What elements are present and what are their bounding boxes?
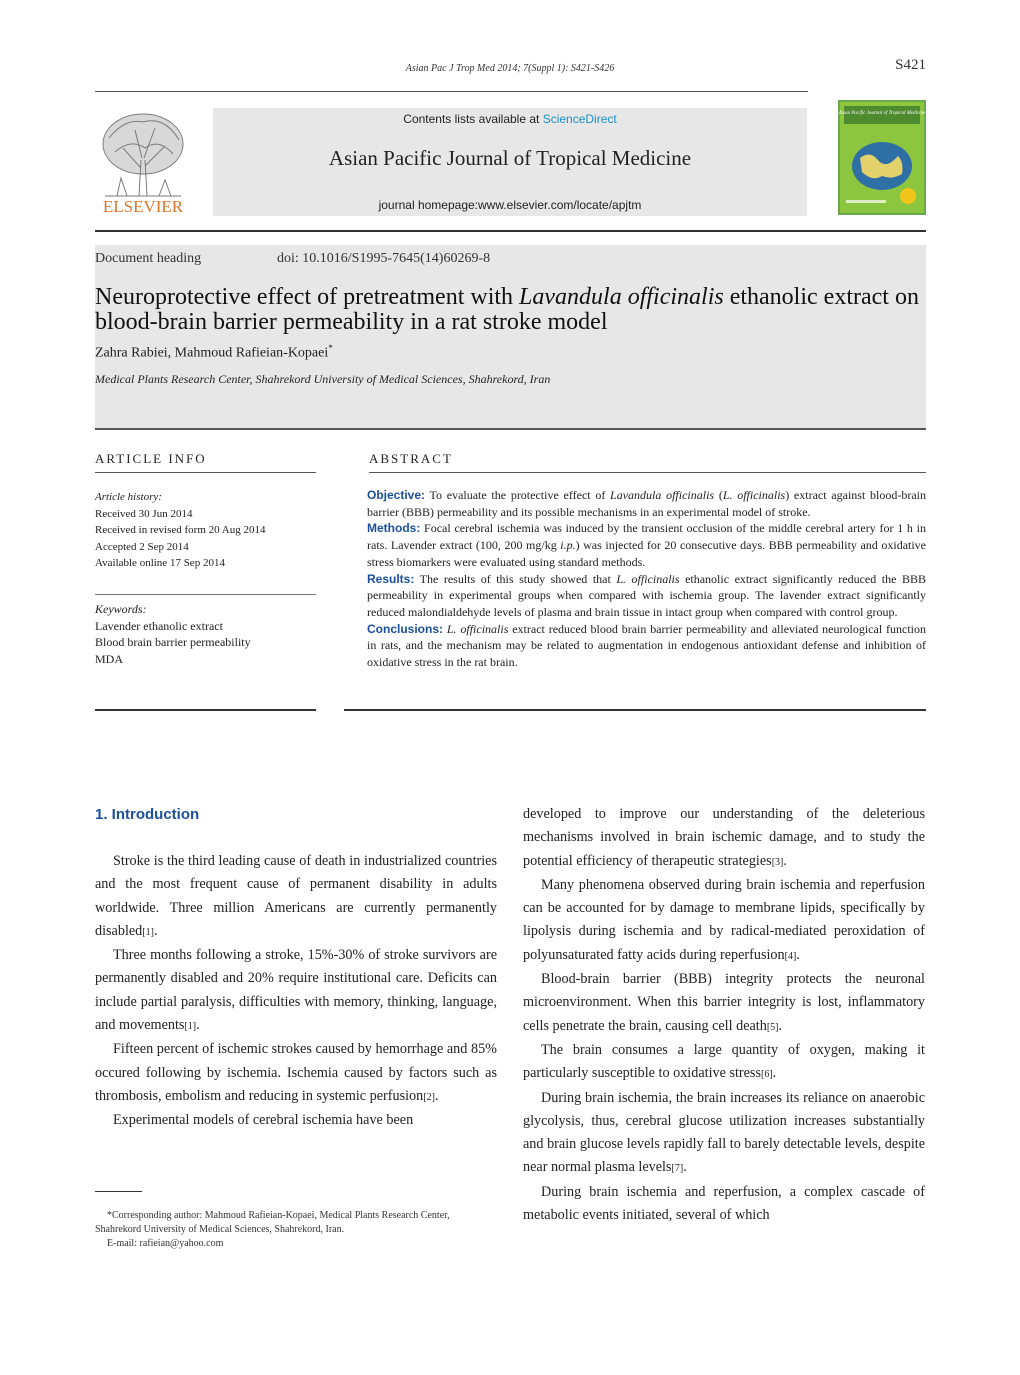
citation-link[interactable]: [1] — [184, 1021, 197, 1033]
abstract-rule — [369, 472, 926, 473]
body-column-right — [523, 803, 925, 1227]
introduction-heading: 1. Introduction — [95, 806, 200, 823]
citation-link[interactable]: [6] — [760, 1069, 773, 1081]
paragraph-text: The brain consumes a large quantity of oxygen, making it particularly susceptible to oxidative stress — [523, 1041, 925, 1082]
paragraph-text: Stroke is the third leading cause of death in industrialized countries and the most frequent cause of permanent disability in adults worldwide. Three million Americans are currently permanently disabled — [95, 853, 497, 939]
elsevier-logo[interactable] — [95, 108, 191, 218]
methods-text: Focal cerebral ischemia was induced by the transient occlusion of the middle cerebral artery for 1 h in rats. Lavender extract (100, 200 mg/kg — [367, 521, 926, 553]
objective-text: ( — [714, 488, 723, 502]
citation-link[interactable]: [5] — [766, 1021, 779, 1033]
citation-link[interactable]: [7] — [671, 1163, 684, 1175]
conclusions-head: Conclusions: — [367, 621, 444, 636]
paragraph-end: . — [683, 1159, 687, 1176]
journal-banner — [213, 108, 807, 216]
author-names: Zahra Rabiei, Mahmoud Rafieian-Kopaei — [95, 345, 329, 361]
sciencedirect-link[interactable]: ScienceDirect — [542, 112, 617, 126]
paragraph-end: . — [783, 852, 787, 869]
methods-head: Methods: — [367, 521, 421, 536]
results-text: ethanolic extract significantly reduced the BBB permeability in experimental groups when compared with ischemia group. The lavender extract significantly reduced malondialdehyde levels of plasma and brain tissue in intact group when compared with control group. — [367, 571, 926, 619]
corresponding-mark: * — [328, 343, 333, 353]
title-text-2: ethanolic extract on blood-brain barrier permeability in a rat stroke model — [95, 284, 919, 335]
history-revised: Received in revised form 20 Aug 2014 — [95, 524, 266, 536]
keyword-item: Lavender ethanolic extract — [95, 618, 223, 633]
history-online: Available online 17 Sep 2014 — [95, 557, 225, 569]
citation-link[interactable]: [1] — [142, 926, 154, 938]
contents-prefix: Contents lists available at — [403, 112, 543, 126]
abstract-conclusions — [367, 621, 926, 671]
paragraph-end: . — [196, 1017, 200, 1034]
paragraph-text: Blood-brain barrier (BBB) integrity protects the neuronal microenvironment. When this barrier integrity is lost, inflammatory cells penetrate the brain, causing cell death — [523, 971, 925, 1034]
paragraph: Experimental models of cerebral ischemia have been — [113, 1112, 414, 1129]
keywords-label: Keywords: — [95, 602, 147, 616]
header-rule — [95, 230, 926, 232]
abstract-methods — [367, 520, 926, 570]
objective-species-abbr: L. officinalis — [722, 488, 786, 502]
running-head: Asian Pac J Trop Med 2014; 7(Suppl 1): S421-S426 — [405, 63, 615, 74]
title-bottom-rule — [95, 428, 926, 430]
footnote-rule — [95, 1191, 142, 1192]
paragraph — [523, 1087, 925, 1181]
corresponding-author: *Corresponding author: Mahmoud Rafieian-Kopaei, Medical Plants Research Center, Shahrekord University of Medical Sciences, Shahrekord, Iran. — [95, 1210, 450, 1235]
objective-text: To evaluate the protective effect of — [425, 488, 611, 502]
elsevier-wordmark: ELSEVIER — [102, 197, 184, 216]
objective-head: Objective: — [367, 488, 426, 502]
results-text: The results of this study showed that — [414, 571, 617, 586]
affiliation: Medical Plants Research Center, Shahrekord University of Medical Sciences, Shahrekord, Iran — [95, 372, 551, 386]
contents-line — [213, 112, 807, 126]
title-block — [95, 245, 926, 428]
article-info-rule — [95, 472, 316, 473]
title-species: Lavandula officinalis — [519, 284, 724, 310]
citation-link[interactable]: [3] — [771, 856, 784, 868]
paragraph-text: Three months following a stroke, 15%-30% of stroke survivors are permanently disabled and 20% require institutional care. Deficits can include partial paralysis, difficulties with memory, thinking, language, and movements — [95, 947, 497, 1034]
article-info-bottom-rule — [95, 709, 316, 711]
journal-homepage-link[interactable]: journal homepage:www.elsevier.com/locate/apjtm — [378, 198, 642, 212]
keywords — [95, 601, 251, 667]
article-history — [95, 489, 265, 572]
citation-link[interactable]: [2] — [423, 1091, 435, 1103]
article-info-heading: ARTICLE INFO — [95, 451, 207, 466]
article-title — [95, 285, 935, 335]
abstract-results — [367, 571, 926, 621]
conclusions-text: extract reduced blood brain barrier permeability and alleviated neurological function in rats, and the mechanism may be related to augmentation in endogenous antioxidant defense and inhibition of oxidative stress in the rat brain. — [367, 621, 926, 670]
page-number: S421 — [895, 57, 926, 73]
journal-title: Asian Pacific Journal of Tropical Medicine — [328, 146, 692, 170]
methods-route: i.p. — [560, 538, 576, 553]
paragraph-end: . — [796, 946, 800, 963]
keyword-item: MDA — [95, 651, 124, 666]
abstract-heading: ABSTRACT — [369, 451, 453, 466]
top-rule — [95, 91, 808, 92]
journal-cover-image[interactable] — [838, 100, 926, 215]
paragraph: During brain ischemia and reperfusion, a complex cascade of metabolic events initiated, several of which — [523, 1183, 925, 1224]
paragraph — [523, 1039, 925, 1087]
paragraph-text: Many phenomena observed during brain ischemia and reperfusion can be accounted for by damage to membrane lipids, specifically by lipolysis during ischemia and by radical-mediated peroxidation of polyunsaturated fatty acids during reperfusion — [523, 876, 925, 963]
abstract-bottom-rule — [344, 709, 926, 711]
paragraph — [523, 803, 925, 874]
title-text-1: Neuroprotective effect of pretreatment with — [95, 284, 520, 310]
citation-link[interactable]: [4] — [784, 950, 797, 962]
abstract-objective — [367, 487, 926, 520]
paragraph-text: developed to improve our understanding of the deleterious mechanisms involved in brain ischemic damage, and to study the potential efficiency of therapeutic strategies — [523, 806, 925, 869]
author-email[interactable]: E-mail: rafieian@yahoo.com — [107, 1238, 224, 1249]
results-species: L. officinalis — [616, 571, 680, 586]
paragraph — [95, 944, 497, 1038]
authors — [95, 343, 333, 362]
doi-link[interactable]: doi: 10.1016/S1995-7645(14)60269-8 — [277, 251, 491, 266]
abstract-body — [367, 487, 926, 671]
paragraph — [95, 1038, 497, 1109]
keywords-rule — [95, 594, 316, 595]
paragraph-end: . — [153, 922, 158, 939]
paragraph-end: . — [434, 1087, 439, 1104]
results-head: Results: — [367, 571, 415, 586]
paragraph — [523, 968, 925, 1039]
footnote — [95, 1209, 497, 1251]
objective-text: ) extract against blood-brain barrier (BBB) permeability and its possible mechanisms in an experimental model of stroke. — [367, 488, 926, 519]
history-accepted: Accepted 2 Sep 2014 — [95, 540, 189, 553]
paragraph-end: . — [772, 1065, 777, 1082]
cover-title: Asian Pacific Journal of Tropical Medicine — [838, 111, 926, 116]
paragraph-end: . — [778, 1017, 783, 1034]
body-column-left — [95, 850, 497, 1133]
conclusions-species: L. officinalis — [443, 621, 509, 636]
objective-species: Lavandula officinalis — [610, 488, 715, 502]
methods-text: ) was injected for 20 consecutive days. BBB permeability and oxidative stress biomarkers were evaluated using standard methods. — [367, 538, 927, 569]
history-received: Received 30 Jun 2014 — [95, 507, 193, 520]
keyword-item: Blood brain barrier permeability — [95, 635, 251, 649]
document-heading: Document heading — [95, 251, 202, 266]
paragraph-text: During brain ischemia, the brain increases its reliance on anaerobic glycolysis, thus, cerebral glucose utilization increases substantially and brain glucose levels rapidly fall to barely detectable levels, despite near normal plasma levels — [523, 1089, 925, 1176]
paragraph — [523, 874, 925, 968]
history-label: Article history: — [95, 491, 162, 503]
paragraph — [95, 850, 497, 944]
paragraph-text: Fifteen percent of ischemic strokes caused by hemorrhage and 85% occured following by ischemia. Ischemia caused by factors such as thrombosis, embolism and reducing in systemic perfusion — [95, 1041, 497, 1104]
